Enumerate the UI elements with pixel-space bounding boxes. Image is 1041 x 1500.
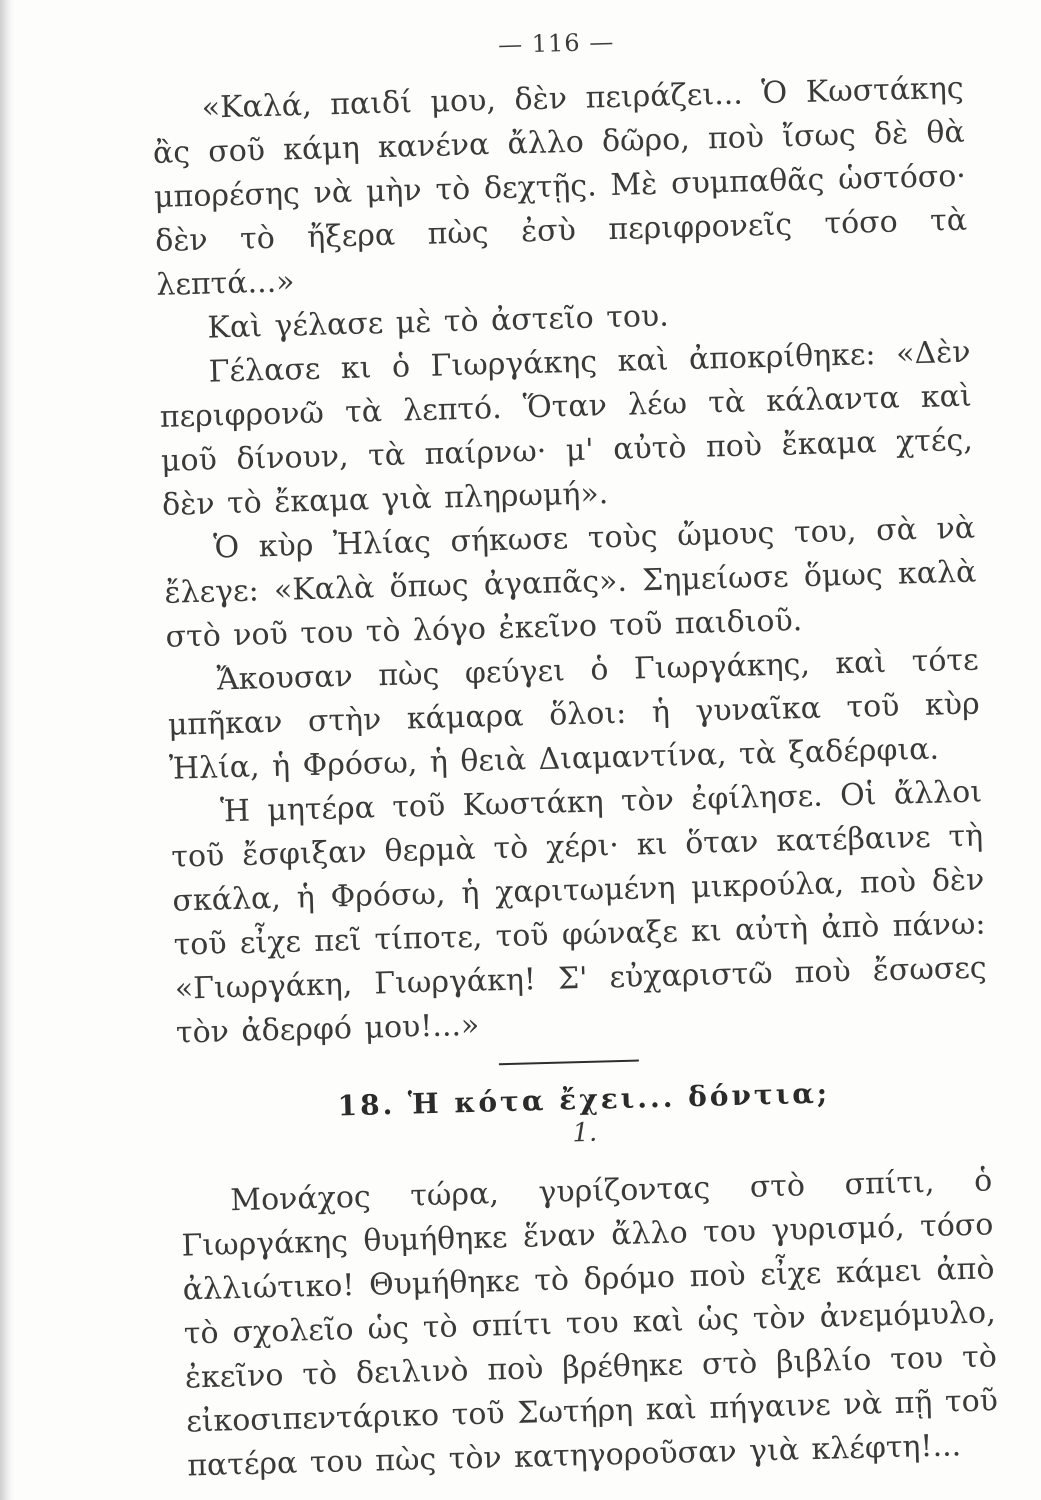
paragraph-2: Καὶ γέλασε μὲ τὸ ἀστεῖο του. <box>207 298 670 346</box>
paragraph-1: «Καλά, παιδί μου, δὲν πειράζει... Ὁ Κωστάκης ἂς σοῦ κάμη κανένα ἄλλο δῶρο, ποὺ ἴσως δὲ θὰ μπορέσης νὰ μὴν τὸ δεχτῇς. Μὲ συμπαθᾶς ὡστόσο· δὲν τὸ ἤξερα πὼς ἐσὺ περιφρονεῖς τόσο τὰ λεπτά...» <box>152 70 968 303</box>
paragraph-6: Ἡ μητέρα τοῦ Κωστάκη τὸν ἐφίλησε. Οἱ ἄλλοι τοῦ ἔσφιξαν θερμὰ τὸ χέρι· κι ὅταν κατέβαινε τὴ σκάλα, ἡ Φρόσω, ἡ χαριτωμένη μικρούλα, ποὺ δὲν τοῦ εἶχε πεῖ τίποτε, τοῦ φώναξε κι αὐτὴ ἀπὸ πάνω: «Γιωργάκη, Γιωργάκη! Σ' εὐχαριστῶ ποὺ ἔσωσες τὸν ἀδερφό μου!...» <box>170 774 988 1051</box>
paragraph-3: Γέλασε κι ὁ Γιωργάκης καὶ ἀποκρίθηκε: «Δὲν περιφρονῶ τὰ λεπτό. Ὅταν λέω τὰ κάλαντα καὶ μοῦ δίνουν, τὰ παίρνω· μ' αὐτὸ ποὺ ἔκαμα χτές, δὲν τὸ ἔκαμα γιὰ πληρωμή». <box>159 334 974 523</box>
paragraph-7: Μονάχος τώρα, γυρίζοντας στὸ σπίτι, ὁ Γιωργάκης θυμήθηκε ἕναν ἄλλο του γυρισμό, τόσο ἀλλιώτικο! Θυμήθηκε τὸ δρόμο ποὺ εἶχε κάμει ἀπὸ τὸ σχολεῖο ὡς τὸ σπίτι του καὶ ὡς τὸν ἀνεμόμυλο, ἐκεῖνο τὸ δειλινὸ ποὺ βρέθηκε στὸ βιβλίο του τὸ εἰκοσιπεντάρικο τοῦ Σωτήρη καὶ πήγαινε νὰ πῇ τοῦ πατέρα του πὼς τὸν κατηγοροῦσαν γιὰ κλέφτη!... <box>181 1163 999 1484</box>
chapter-title: 18. Ἡ κότα ἔχει... δόντια; <box>337 1076 831 1123</box>
binding-shadow <box>0 0 14 1500</box>
paragraph-5: Ἄκουσαν πὼς φεύγει ὁ Γιωργάκης, καὶ τότε μπῆκαν στὴν κάμαρα ὅλοι: ἡ γυναῖκα τοῦ κὺρ Ἠλία, ἡ Φρόσω, ἡ θειὰ Διαμαντίνα, τὰ ξαδέρφια. <box>167 642 981 787</box>
text-block <box>150 19 1000 1489</box>
divider-line <box>499 1060 639 1066</box>
chapter-section-number: 1. <box>571 1117 598 1149</box>
paragraph-4: Ὁ κὺρ Ἠλίας σήκωσε τοὺς ὤμους του, σὰ νὰ ἔλεγε: «Καλὰ ὅπως ἀγαπᾶς». Σημείωσε ὅμως καλὰ στὸ νοῦ του τὸ λόγο ἐκεῖνο τοῦ παιδιοῦ. <box>164 510 977 655</box>
page-number: — 116 — <box>497 27 615 59</box>
